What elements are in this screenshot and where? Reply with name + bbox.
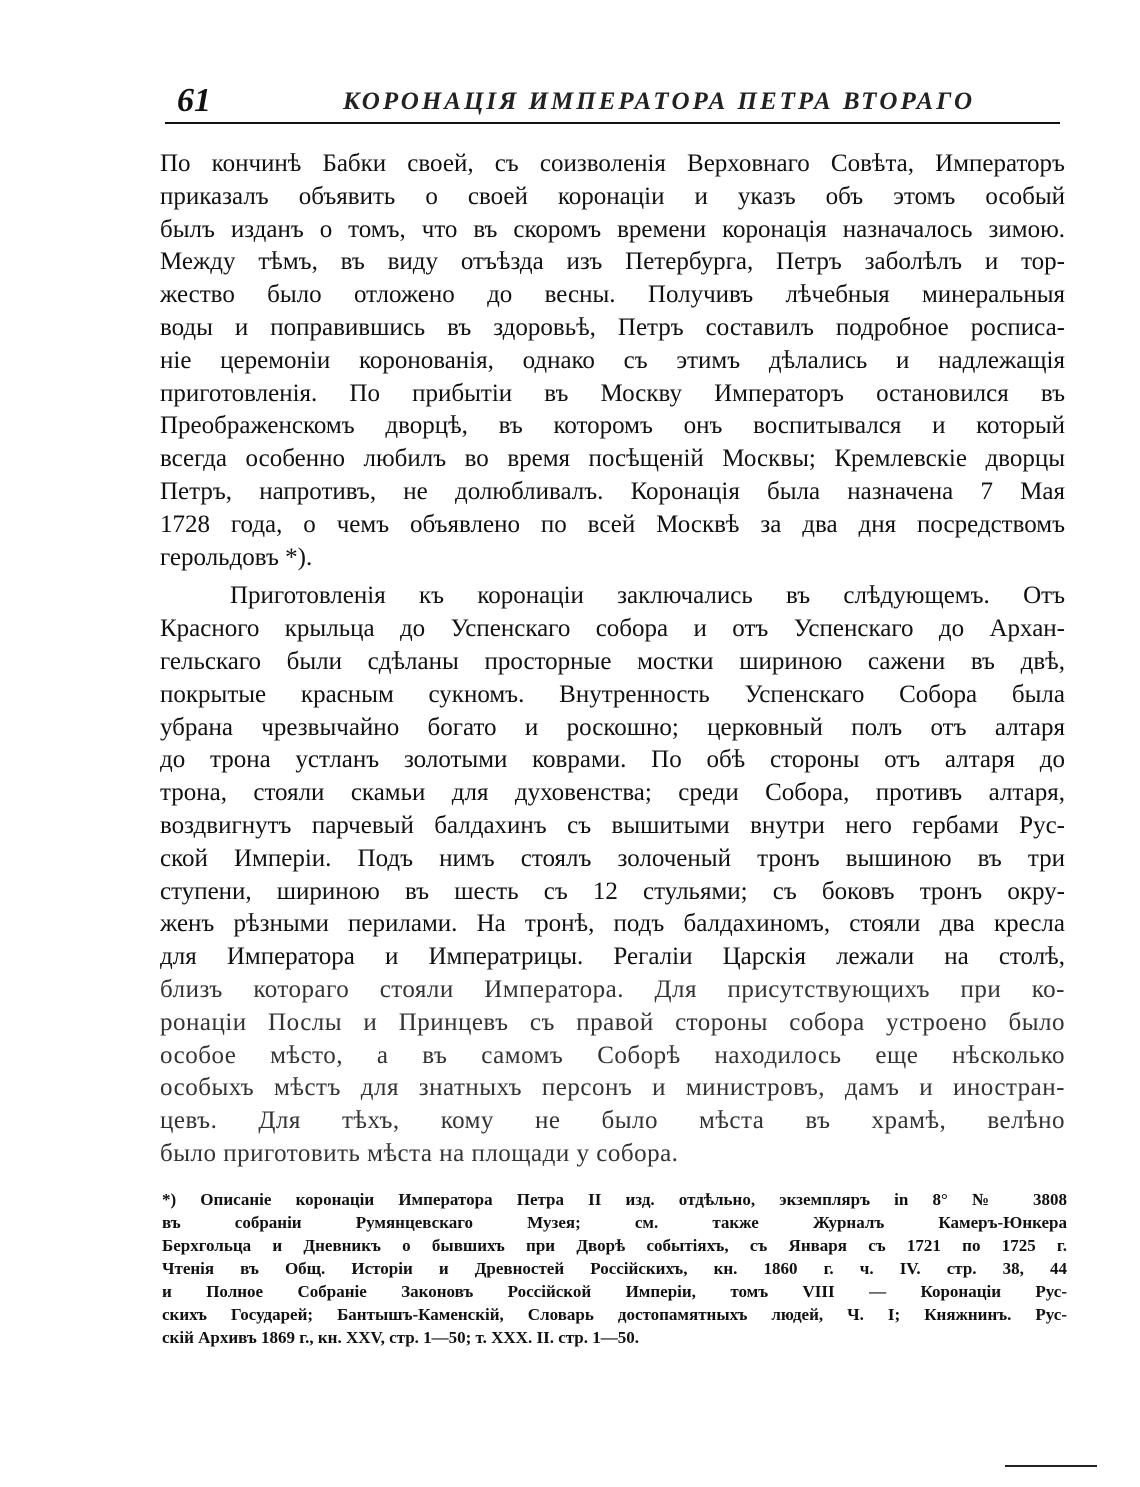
text-line: воды и поправившись въ здоровьѣ, Петръ составилъ подробное росписа- [160, 313, 1065, 341]
text-line: для Императора и Императрицы. Регаліи Царскія лежали на столѣ, [160, 943, 1065, 971]
footnote-line: Берхгольца и Дневникъ о бывшихъ при Дворѣ событіяхъ, съ Января съ 1721 по 1725 г. [162, 1236, 1067, 1255]
text-line: особое мѣсто, а въ самомъ Соборѣ находилось еще нѣсколько [160, 1041, 1065, 1069]
text-line: ступени, шириною въ шесть съ 12 стульями; съ боковъ тронъ окру- [160, 877, 1065, 905]
text-line: герольдовъ *). [160, 543, 313, 571]
text-line: трона, стояли скамьи для духовенства; среди Собора, противъ алтаря, [160, 779, 1065, 807]
text-line: Между тѣмъ, въ виду отъѣзда изъ Петербурга, Петръ заболѣлъ и тор- [160, 248, 1065, 276]
text-line: ской Имперіи. Подъ нимъ стоялъ золоченый тронъ вышиною въ три [160, 844, 1065, 872]
text-line: покрытые красным сукномъ. Внутренность Успенскаго Собора была [160, 680, 1065, 708]
footnote-line: Чтенія въ Общ. Исторіи и Древностей Россійскихъ, кн. 1860 г. ч. IV. стр. 38, 44 [162, 1259, 1067, 1278]
text-line: всегда особенно любилъ во время посѣщеній Москвы; Кремлевскіе дворцы [160, 445, 1065, 473]
text-line: до трона устланъ золотыми коврами. По обѣ стороны отъ алтаря до [160, 746, 1065, 774]
footnote-line: скій Архивъ 1869 г., кн. XXV, стр. 1—50; т. XXX. II. стр. 1—50. [162, 1328, 639, 1347]
text-line: ніе церемоніи коронованія, однако съ этимъ дѣлались и надлежащія [160, 346, 1065, 374]
text-line: было приготовить мѣста на площади у собора. [160, 1139, 679, 1167]
text-line: ронаціи Послы и Принцевъ съ правой стороны собора устроено было [160, 1008, 1065, 1036]
footnote-line: и Полное Собраніе Законовъ Россійской Имперіи, томъ VIII — Коронаціи Рус- [162, 1282, 1067, 1301]
footnote-line: скихъ Государей; Бантышъ-Каменскій, Словарь достопамятныхъ людей, Ч. I; Княжнинъ. Рус- [162, 1305, 1067, 1324]
text-line: цевъ. Для тѣхъ, кому не было мѣста въ храмѣ, велѣно [160, 1107, 1065, 1135]
text-line: Приготовленія къ коронаціи заключались въ слѣдующемъ. Отъ [230, 582, 1065, 610]
text-line: приказалъ объявить о своей коронаціи и указъ объ этомъ особый [160, 182, 1065, 210]
body-text [160, 148, 1065, 1171]
footnote-line: въ собраніи Румянцевскаго Музея; см. также Журналъ Камеръ-Юнкера [162, 1213, 1067, 1232]
running-head [165, 78, 1065, 122]
page-number: 61 [177, 82, 211, 119]
text-line: гельскаго были сдѣланы просторные мостки шириною сажени въ двѣ, [160, 647, 1065, 675]
text-line: особыхъ мѣстъ для знатныхъ персонъ и министровъ, дамъ и иностран- [160, 1074, 1065, 1102]
text-line: женъ рѣзными перилами. На тронѣ, подъ балдахиномъ, стояли два кресла [160, 910, 1065, 938]
text-line: приготовленія. По прибытіи въ Москву Императоръ остановился въ [160, 379, 1065, 407]
text-line: Петръ, напротивъ, не долюбливалъ. Коронація была назначена 7 Мая [160, 477, 1065, 505]
paragraph-1 [160, 148, 1065, 574]
header-rule [165, 122, 1060, 124]
running-title: КОРОНАЦІЯ ИМПЕРАТОРА ПЕТРА ВТОРАГО [343, 88, 976, 115]
text-line: 1728 года, о чемъ объявлено по всей Москвѣ за два дня посредствомъ [160, 510, 1065, 538]
text-line: Преображенскомъ дворцѣ, въ которомъ онъ воспитывался и который [160, 412, 1065, 440]
footnote-line: *) Описаніе коронаціи Императора Петра II изд. отдѣльно, экземпляръ in 8° № 3808 [162, 1190, 1067, 1209]
text-line: жество было отложено до весны. Получивъ лѣчебныя минеральныя [160, 281, 1065, 309]
bottom-rule [1005, 1465, 1097, 1467]
text-line: По кончинѣ Бабки своей, съ соизволенія Верховнаго Совѣта, Императоръ [160, 150, 1065, 177]
footnotes [162, 1188, 1067, 1349]
text-line: былъ изданъ о томъ, что въ скоромъ времени коронація назначалось зимою. [160, 215, 1065, 243]
text-line: воздвигнутъ парчевый балдахинъ съ вышитыми внутри него гербами Рус- [160, 811, 1065, 839]
text-line: близъ котораго стояли Императора. Для присутствующихъ при ко- [160, 975, 1065, 1003]
text-line: Красного крыльца до Успенскаго собора и отъ Успенскаго до Архан- [160, 615, 1065, 643]
paragraph-2 [160, 580, 1065, 1170]
text-line: убрана чрезвычайно богато и роскошно; церковный полъ отъ алтаря [160, 713, 1065, 741]
